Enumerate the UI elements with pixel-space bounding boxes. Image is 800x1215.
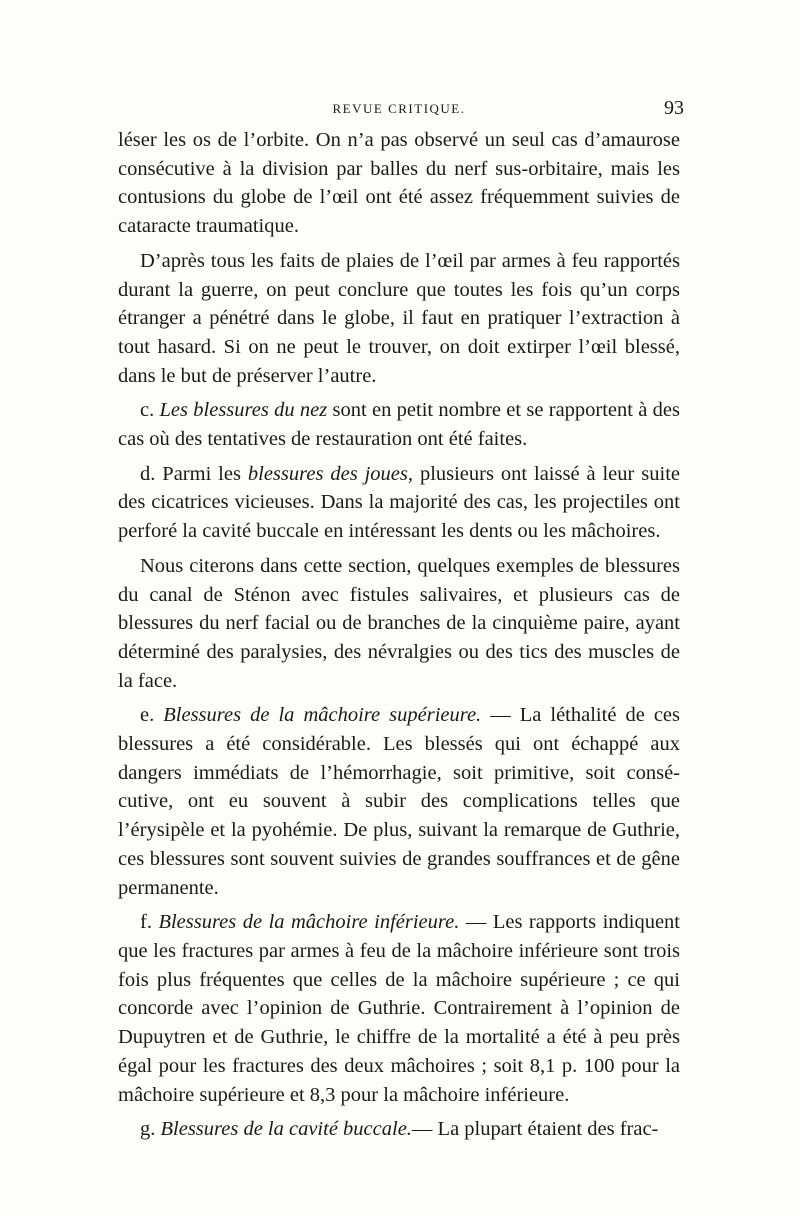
section-heading-italic: Blessures de la cavité buccale. (160, 1118, 412, 1141)
paragraph-orbit-continuation (118, 126, 680, 241)
paragraph-upper-jaw (118, 701, 680, 902)
text-run: — La plupart étaient des frac- (411, 1118, 659, 1141)
section-heading-italic: Les blessures du nez (159, 399, 328, 422)
body-text (118, 126, 680, 1150)
text-run: léser les os de l’orbite. On n’a pas observé un seul cas d’amaurose consécutive à la division par balles du nerf sus-orbitaire, mais les contusions du globe de l’œil ont été assez fréquemment suivies de cataracte traumatique. (118, 129, 680, 238)
section-letter: g. (140, 1118, 161, 1141)
paragraph-cheek-wounds (118, 460, 680, 546)
text-run: D’après tous les faits de plaies de l’œil par armes à feu rapportés durant la guerre, on peut conclure que toutes les fois qu’un corps étranger a pénétré dans le globe, il faut en pratiquer l’extraction à tout hasard. Si on ne peut le trouver, on doit extirper l’œil blessé, dans le but de préserver l’autre. (118, 249, 680, 387)
paragraph-eye-wounds (118, 247, 680, 391)
text-run: sont en petit nombre et se rapportent à des cas où des tentatives de restauration ont été faites. (118, 399, 680, 451)
section-letter: c. (140, 399, 160, 422)
text-run: plusieurs ont laissé à leur suite des cicatrices vicieuses. Dans la majorité des cas, les projectiles ont perforé la cavité buccale en intéressant les dents ou les mâchoires. (118, 462, 680, 543)
text-run: — Les rapports indiquent que les fractures par armes à feu de la mâchoire inférieure sont trois fois plus fréquentes que celles de la mâchoire supérieure ; ce qui concorde avec l’opinion de Guthrie. Contrairement à l’opinion de Dupuytren et de Guthrie, le chiffre de la mortalité a été à peu près égal pour les fractures des deux mâchoires ; soit 8,1 p. 100 pour la mâchoire supérieure et 8,3 pour la mâchoire inférieure. (118, 911, 680, 1106)
running-title: REVUE CRITIQUE. (332, 101, 466, 116)
running-head (118, 97, 684, 121)
paragraph-nose-wounds (118, 396, 680, 453)
section-heading-italic: Blessures de la mâchoire supérieure. (163, 704, 482, 727)
section-letter: e. (140, 704, 164, 727)
paragraph-stenon-canal (118, 552, 680, 696)
page-number: 93 (664, 97, 684, 119)
section-heading-italic: blessures des joues, (247, 462, 414, 485)
text-run: — La léthalité de ces blessures a été considérable. Les blessés qui ont échappé aux dangers immédiats de l’hémorrhagie, soit primitive, soit consécutive, ont eu souvent à subir des complications telles que l’érysipèle et la pyohémie. De plus, suivant la remarque de Guthrie, ces blessures sont souvent suivies de grandes souffrances et de gêne permanente. (118, 704, 680, 899)
section-letter: f. (140, 911, 159, 934)
paragraph-lower-jaw (118, 908, 680, 1109)
paragraph-buccal-cavity (118, 1115, 680, 1144)
text-run: d. Parmi les (140, 462, 248, 485)
text-run: Nous citerons dans cette section, quelques exemples de blessures du canal de Sténon avec fistules salivaires, et plusieurs cas de blessures du nerf facial ou de branches de la cinquième paire, ayant déterminé des paralysies, des névralgies ou des tics des muscles de la face. (118, 554, 680, 692)
section-heading-italic: Blessures de la mâchoire inférieure. (158, 911, 460, 934)
